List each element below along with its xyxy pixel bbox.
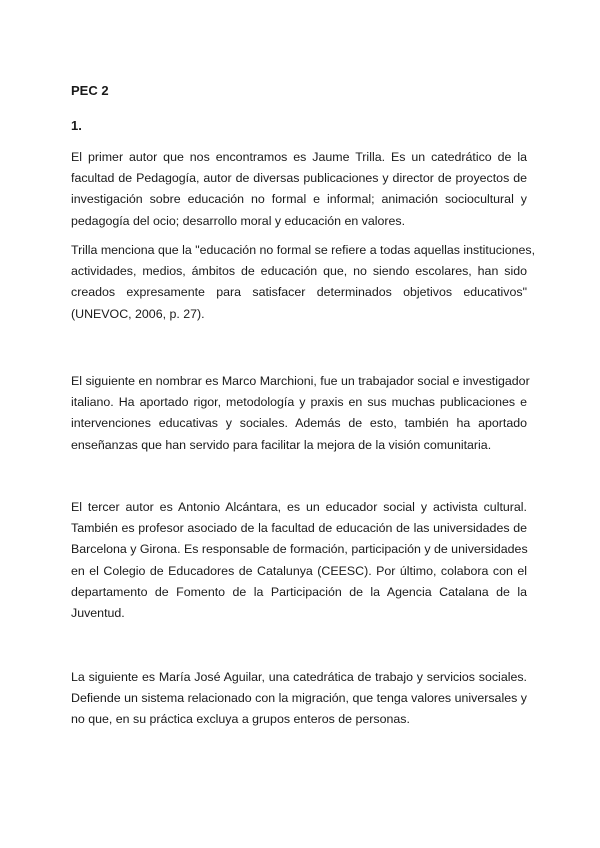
text-line: investigación sobre educación no formal e informal; animación sociocultural y [71,192,527,207]
text-line: (UNEVOC, 2006, p. 27). [71,306,205,321]
text-line: no que, en su práctica excluya a grupos enteros de personas. [71,712,410,727]
section-number: 1. [71,118,82,133]
text-line: actividades, medios, ámbitos de educación que, no siendo escolares, han sido [71,264,527,279]
text-line: pedagogía del ocio; desarrollo moral y educación en valores. [71,213,406,228]
text-line: creados expresamente para satisfacer determinados objetivos educativos" [71,285,527,300]
paragraph-trilla-quote [71,240,536,325]
text-line: El tercer autor es Antonio Alcántara, es un educador social y activista cultural. [71,500,527,514]
text-line: Barcelona y Girona. Es responsable de formación, participación y de universidades [71,542,528,557]
text-line: Juventud. [71,605,125,620]
text-line: También es profesor asociado de la facultad de educación de las universidades de [71,521,527,536]
text-line: facultad de Pedagogía, autor de diversas publicaciones y director de proyectos de [71,171,527,186]
text-line: en el Colegio de Educadores de Catalunya (CEESC). Por último, colabora con el [71,563,527,578]
text-line: El primer autor que nos encontramos es Jaume Trilla. Es un catedrático de la [71,150,527,164]
text-line: italiano. Ha aportado rigor, metodología y praxis en sus muchas publicaciones e [71,395,527,410]
text-line: La siguiente es María José Aguilar, una catedrática de trabajo y servicios sociales. [71,670,527,684]
paragraph-aguilar [71,667,527,731]
paragraph-marchioni [71,371,530,456]
text-line: intervenciones educativas y sociales. Además de esto, también ha aportado [71,416,527,431]
text-line: enseñanzas que han servido para facilitar la mejora de la visión comunitaria. [71,437,492,452]
text-line: El siguiente en nombrar es Marco Marchioni, fue un trabajador social e investigador [71,374,530,388]
text-line: departamento de Fomento de la Participación de la Agencia Catalana de la [71,584,527,599]
paragraph-trilla-bio [71,147,527,232]
document-title: PEC 2 [71,83,109,98]
paragraph-alcantara [71,497,527,624]
text-line: Trilla menciona que la "educación no formal se refiere a todas aquellas instituciones, [71,243,536,257]
text-line: Defiende un sistema relacionado con la migración, que tenga valores universales y [71,691,527,706]
